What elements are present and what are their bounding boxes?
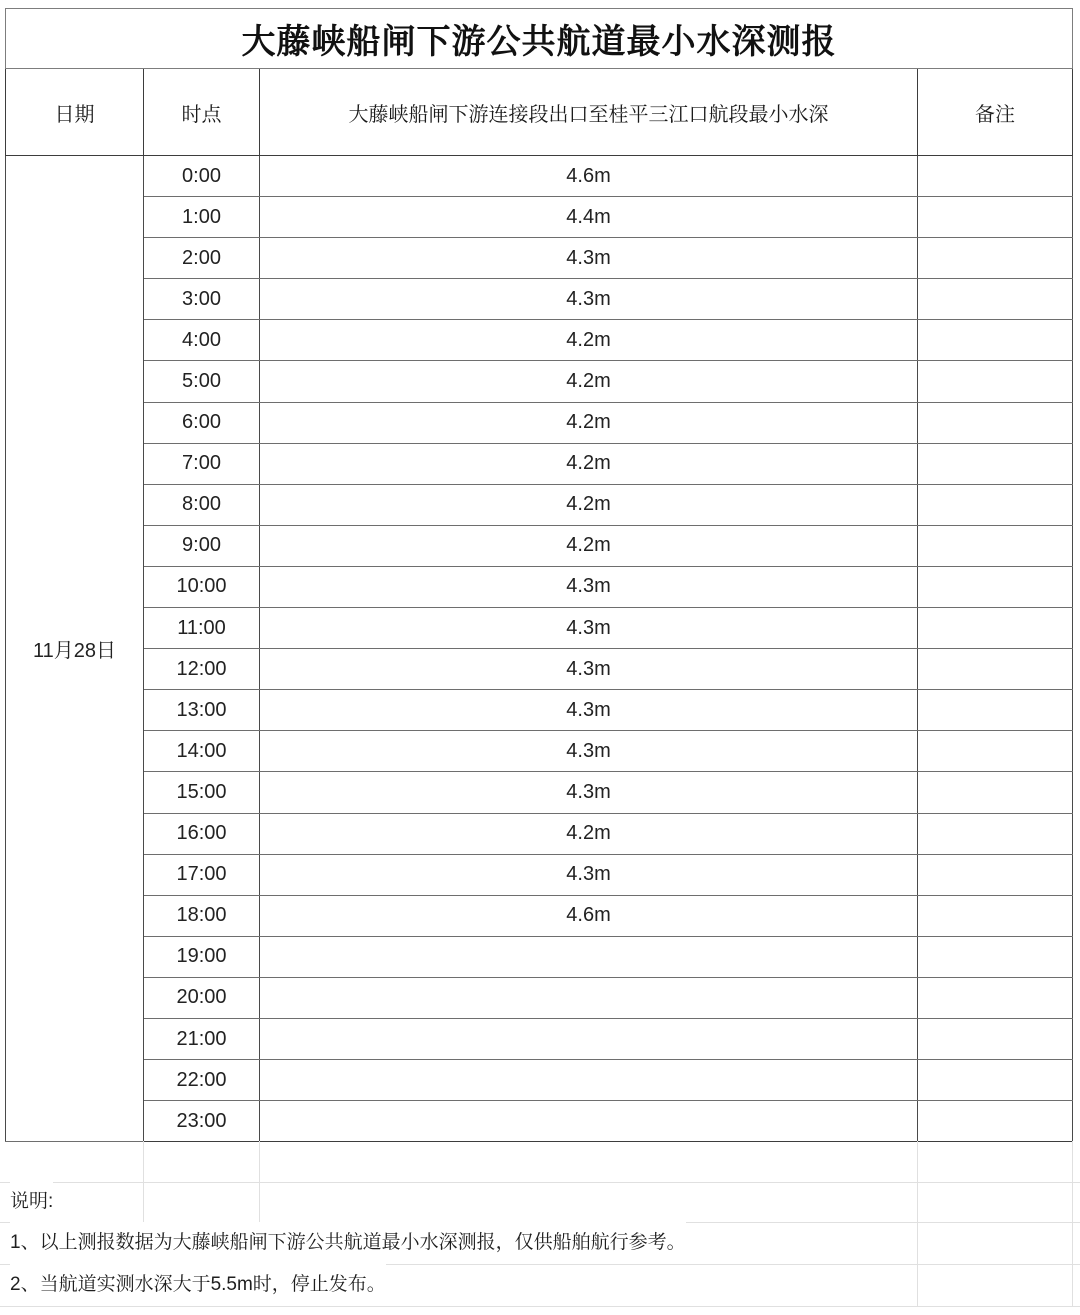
depth-cell: 4.3m bbox=[260, 690, 918, 731]
table-row bbox=[6, 402, 1073, 443]
depth-report-table bbox=[5, 8, 1073, 1142]
remark-cell bbox=[918, 320, 1073, 361]
depth-cell: 4.2m bbox=[260, 813, 918, 854]
page-title: 大藤峡船闸下游公共航道最小水深测报 bbox=[6, 9, 1073, 69]
time-cell: 5:00 bbox=[144, 361, 260, 402]
remark-cell bbox=[918, 1101, 1073, 1142]
table-row bbox=[6, 895, 1073, 936]
depth-cell: 4.4m bbox=[260, 197, 918, 238]
time-cell: 2:00 bbox=[144, 238, 260, 279]
depth-cell: 4.6m bbox=[260, 156, 918, 197]
time-cell: 19:00 bbox=[144, 936, 260, 977]
depth-cell: 4.3m bbox=[260, 608, 918, 649]
table-row bbox=[6, 813, 1073, 854]
depth-cell: 4.2m bbox=[260, 525, 918, 566]
time-cell: 22:00 bbox=[144, 1060, 260, 1101]
header-depth: 大藤峡船闸下游连接段出口至桂平三江口航段最小水深 bbox=[260, 69, 918, 156]
time-cell: 20:00 bbox=[144, 977, 260, 1018]
table-row bbox=[6, 1101, 1073, 1142]
remark-cell bbox=[918, 566, 1073, 607]
time-cell: 15:00 bbox=[144, 772, 260, 813]
remark-cell bbox=[918, 690, 1073, 731]
header-remark: 备注 bbox=[918, 69, 1073, 156]
depth-cell: 4.2m bbox=[260, 443, 918, 484]
table-row bbox=[6, 772, 1073, 813]
depth-cell: 4.3m bbox=[260, 731, 918, 772]
time-cell: 6:00 bbox=[144, 402, 260, 443]
time-cell: 7:00 bbox=[144, 443, 260, 484]
depth-cell: 4.3m bbox=[260, 772, 918, 813]
remark-cell bbox=[918, 443, 1073, 484]
notes-label: 说明: bbox=[10, 1182, 53, 1222]
remark-cell bbox=[918, 484, 1073, 525]
remark-cell bbox=[918, 977, 1073, 1018]
depth-cell bbox=[260, 936, 918, 977]
time-cell: 0:00 bbox=[144, 156, 260, 197]
table-row bbox=[6, 936, 1073, 977]
table-row bbox=[6, 156, 1073, 197]
time-cell: 1:00 bbox=[144, 197, 260, 238]
remark-cell bbox=[918, 1018, 1073, 1059]
table-row bbox=[6, 977, 1073, 1018]
table-row bbox=[6, 1060, 1073, 1101]
table-row bbox=[6, 649, 1073, 690]
note-item-2: 2、当航道实测水深大于5.5m时，停止发布。 bbox=[10, 1264, 386, 1306]
table-row bbox=[6, 566, 1073, 607]
table-row bbox=[6, 238, 1073, 279]
time-cell: 18:00 bbox=[144, 895, 260, 936]
depth-cell bbox=[260, 1101, 918, 1142]
remark-cell bbox=[918, 936, 1073, 977]
table-row bbox=[6, 320, 1073, 361]
remark-cell bbox=[918, 279, 1073, 320]
remark-cell bbox=[918, 649, 1073, 690]
header-date: 日期 bbox=[6, 69, 144, 156]
remark-cell bbox=[918, 238, 1073, 279]
date-cell: 11月28日 bbox=[6, 156, 144, 1142]
header-row bbox=[6, 69, 1073, 156]
table-row bbox=[6, 1018, 1073, 1059]
time-cell: 17:00 bbox=[144, 854, 260, 895]
table-row bbox=[6, 197, 1073, 238]
depth-cell: 4.3m bbox=[260, 649, 918, 690]
remark-cell bbox=[918, 402, 1073, 443]
remark-cell bbox=[918, 156, 1073, 197]
time-cell: 21:00 bbox=[144, 1018, 260, 1059]
time-cell: 16:00 bbox=[144, 813, 260, 854]
depth-cell: 4.3m bbox=[260, 854, 918, 895]
table-row bbox=[6, 608, 1073, 649]
time-cell: 11:00 bbox=[144, 608, 260, 649]
table-row bbox=[6, 484, 1073, 525]
remark-cell bbox=[918, 854, 1073, 895]
depth-cell bbox=[260, 1018, 918, 1059]
table-row bbox=[6, 525, 1073, 566]
remark-cell bbox=[918, 608, 1073, 649]
depth-cell: 4.3m bbox=[260, 566, 918, 607]
time-cell: 12:00 bbox=[144, 649, 260, 690]
time-cell: 4:00 bbox=[144, 320, 260, 361]
remark-cell bbox=[918, 731, 1073, 772]
remark-cell bbox=[918, 1060, 1073, 1101]
depth-cell: 4.2m bbox=[260, 402, 918, 443]
remark-cell bbox=[918, 525, 1073, 566]
depth-cell bbox=[260, 1060, 918, 1101]
depth-cell: 4.2m bbox=[260, 484, 918, 525]
time-cell: 13:00 bbox=[144, 690, 260, 731]
time-cell: 14:00 bbox=[144, 731, 260, 772]
faint-grid-line bbox=[0, 1306, 1080, 1307]
depth-cell bbox=[260, 977, 918, 1018]
faint-grid-line bbox=[0, 1182, 1080, 1183]
header-time: 时点 bbox=[144, 69, 260, 156]
table-row bbox=[6, 443, 1073, 484]
remark-cell bbox=[918, 361, 1073, 402]
time-cell: 10:00 bbox=[144, 566, 260, 607]
table-row bbox=[6, 279, 1073, 320]
depth-cell: 4.3m bbox=[260, 279, 918, 320]
table-row bbox=[6, 731, 1073, 772]
depth-cell: 4.6m bbox=[260, 895, 918, 936]
time-cell: 3:00 bbox=[144, 279, 260, 320]
remark-cell bbox=[918, 197, 1073, 238]
table-row bbox=[6, 854, 1073, 895]
depth-cell: 4.2m bbox=[260, 320, 918, 361]
time-cell: 23:00 bbox=[144, 1101, 260, 1142]
depth-cell: 4.3m bbox=[260, 238, 918, 279]
remark-cell bbox=[918, 813, 1073, 854]
remark-cell bbox=[918, 895, 1073, 936]
remark-cell bbox=[918, 772, 1073, 813]
depth-cell: 4.2m bbox=[260, 361, 918, 402]
title-row bbox=[6, 9, 1073, 69]
time-cell: 9:00 bbox=[144, 525, 260, 566]
table-row bbox=[6, 690, 1073, 731]
faint-grid-line bbox=[1072, 1141, 1073, 1306]
note-item-1: 1、以上测报数据为大藤峡船闸下游公共航道最小水深测报，仅供船舶航行参考。 bbox=[10, 1222, 686, 1264]
table-row bbox=[6, 361, 1073, 402]
time-cell: 8:00 bbox=[144, 484, 260, 525]
faint-grid-line bbox=[917, 1141, 918, 1306]
